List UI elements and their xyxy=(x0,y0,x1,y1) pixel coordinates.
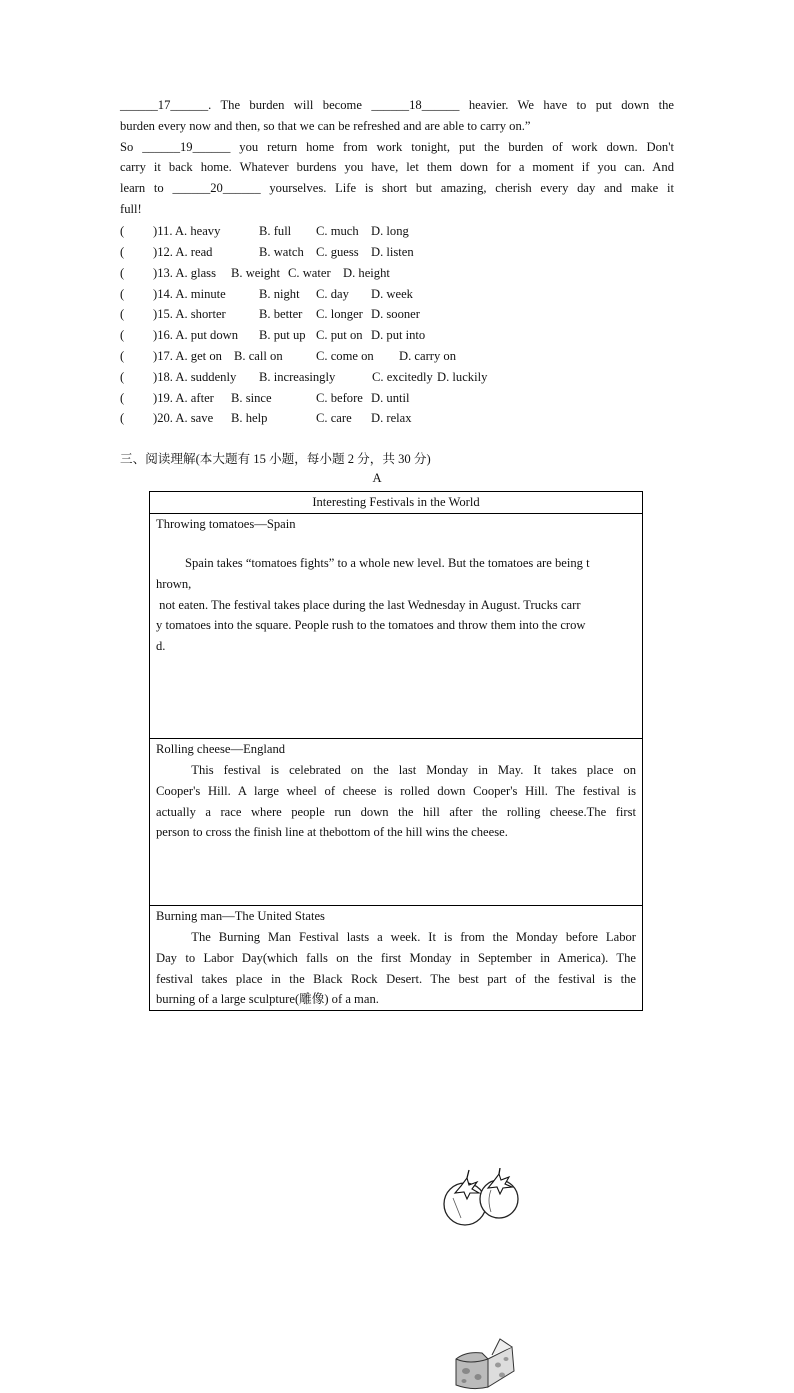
festival-line: y tomatoes into the square. People rush to the tomatoes and throw them into the crow xyxy=(156,618,586,633)
festival-title: Rolling cheese—England xyxy=(156,742,286,756)
option-b: B. better xyxy=(259,307,303,321)
passage-line: burden every now and then, so that we can be refreshed and are able to carry on.” xyxy=(120,118,531,133)
option-a: )12. A. read xyxy=(153,245,213,259)
option-d: D. carry on xyxy=(399,349,456,363)
festival-line: festival takes place in the Black Rock Desert. The best part of the festival is the xyxy=(156,971,636,986)
option-c: C. put on xyxy=(316,328,363,342)
option-a: )14. A. minute xyxy=(153,287,226,301)
option-c: C. excitedly xyxy=(372,370,433,384)
festival-line: This festival is celebrated on the last Monday in May. It takes place on xyxy=(191,763,636,777)
option-b: B. since xyxy=(231,391,272,405)
festival-line: burning of a large sculpture(雕像) of a man. xyxy=(156,992,379,1007)
table-heading: Interesting Festivals in the World xyxy=(150,492,643,514)
festival-description xyxy=(156,553,636,657)
passage-line: So ______19______ you return home from work tonight, put the burden of work down. Don't xyxy=(120,139,674,154)
tomatoes-icon xyxy=(439,1168,529,1228)
passage-line: carry it back home. Whatever burdens you have, let them down for a moment if you can. And xyxy=(120,160,674,175)
option-b: B. increasingly xyxy=(259,370,336,384)
passage-line: learn to ______20______ yourselves. Life is short but amazing, cherish every day and make it xyxy=(120,181,674,196)
option-d: D. week xyxy=(371,287,413,301)
option-a: )19. A. after xyxy=(153,391,214,405)
option-d: D. listen xyxy=(371,245,414,259)
festival-line: d. xyxy=(156,639,166,654)
festival-line: The Burning Man Festival lasts a week. It is from the Monday before Labor xyxy=(191,930,636,944)
option-b: B. watch xyxy=(259,245,304,259)
passage-line: ______17______. The burden will become ______18______ heavier. We have to put down the xyxy=(120,98,674,112)
option-d: D. long xyxy=(371,224,409,238)
option-a: )16. A. put down xyxy=(153,328,239,342)
cloze-passage xyxy=(120,95,674,220)
option-c: C. much xyxy=(316,224,359,238)
festival-cell-spain xyxy=(150,514,643,739)
festival-description xyxy=(156,760,636,843)
option-a: )20. A. save xyxy=(153,411,214,425)
festival-cell-england xyxy=(150,739,643,906)
option-a: )17. A. get on xyxy=(153,349,222,363)
festival-title: Throwing tomatoes—Spain xyxy=(156,517,296,531)
answer-bracket[interactable]: ( xyxy=(120,287,125,301)
answer-bracket[interactable]: ( xyxy=(120,224,125,238)
option-b: B. help xyxy=(231,411,268,425)
option-b: B. put up xyxy=(259,328,306,342)
festival-line: person to cross the finish line at thebottom of the hill wins the cheese. xyxy=(156,825,508,840)
part-label: A xyxy=(372,471,382,485)
answer-bracket[interactable]: ( xyxy=(120,411,125,425)
option-d: D. luckily xyxy=(437,370,488,384)
option-a: )18. A. suddenly xyxy=(153,370,237,384)
option-a: )15. A. shorter xyxy=(153,307,226,321)
passage-line: full! xyxy=(120,201,142,216)
festival-line: hrown, xyxy=(156,576,192,591)
option-a: )11. A. heavy xyxy=(153,224,221,238)
option-c: C. day xyxy=(316,287,349,301)
option-c: C. come on xyxy=(316,349,374,363)
option-d: D. put into xyxy=(371,328,426,342)
option-d: D. until xyxy=(371,391,410,405)
answer-bracket[interactable]: ( xyxy=(120,370,125,384)
option-c: C. before xyxy=(316,391,363,405)
option-a: )13. A. glass xyxy=(153,266,216,280)
option-d: D. height xyxy=(343,266,390,280)
answer-bracket[interactable]: ( xyxy=(120,245,125,259)
festival-title: Burning man—The United States xyxy=(156,909,325,923)
cheese-icon xyxy=(452,1337,518,1393)
option-c: C. guess xyxy=(316,245,359,259)
section-title: 三、阅读理解(本大题有 15 小题，每小题 2 分，共 30 分) xyxy=(120,452,431,466)
answer-bracket[interactable]: ( xyxy=(120,391,125,405)
option-d: D. relax xyxy=(371,411,412,425)
option-c: C. water xyxy=(288,266,331,280)
answer-bracket[interactable]: ( xyxy=(120,307,125,321)
option-c: C. care xyxy=(316,411,352,425)
option-b: B. call on xyxy=(234,349,283,363)
option-b: B. night xyxy=(259,287,300,301)
festival-line: Cooper's Hill. A large wheel of cheese is rolled down Cooper's Hill. The festival is xyxy=(156,783,636,798)
festival-line: Day to Labor Day(which falls on the first Monday in September in America). The xyxy=(156,950,636,965)
festivals-table xyxy=(149,491,643,1011)
festival-cell-usa xyxy=(150,906,643,1011)
option-c: C. longer xyxy=(316,307,363,321)
option-b: B. weight xyxy=(231,266,280,280)
festival-line: actually a race where people run down the hill after the rolling cheese.The first xyxy=(156,804,636,819)
festival-line: not eaten. The festival takes place during the last Wednesday in August. Trucks carr xyxy=(156,597,581,612)
answer-bracket[interactable]: ( xyxy=(120,349,125,363)
festival-description xyxy=(156,927,636,1010)
option-b: B. full xyxy=(259,224,292,238)
answer-bracket[interactable]: ( xyxy=(120,266,125,280)
option-d: D. sooner xyxy=(371,307,420,321)
answer-bracket[interactable]: ( xyxy=(120,328,125,342)
festival-line: Spain takes “tomatoes fights” to a whole new level. But the tomatoes are being t xyxy=(184,556,590,570)
